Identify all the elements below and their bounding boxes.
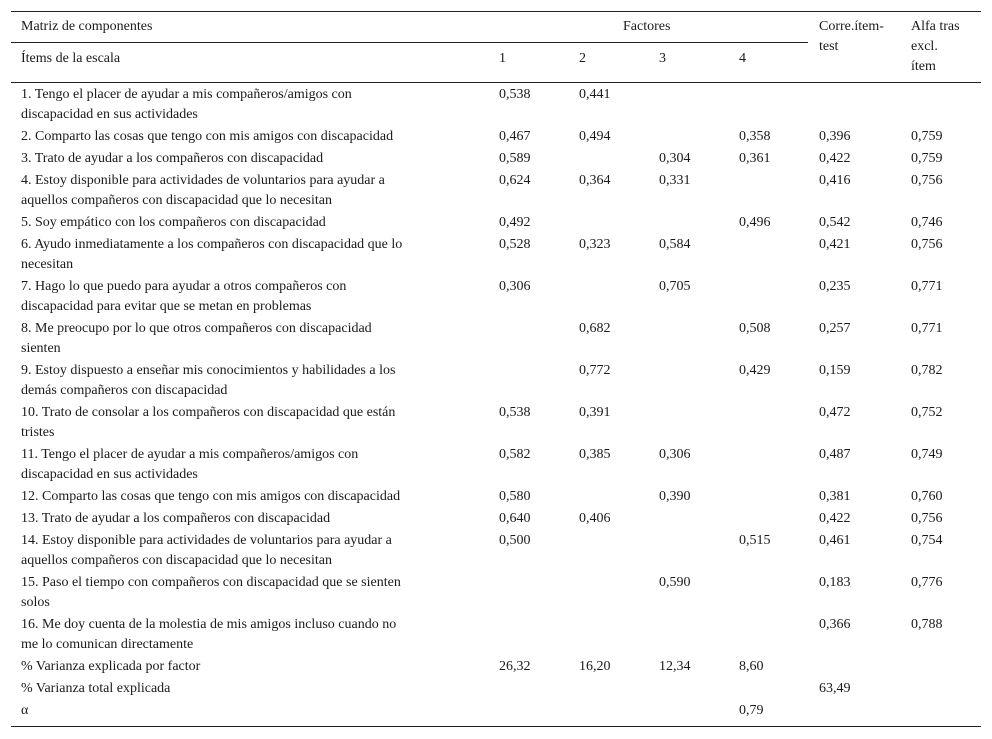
- cell-alpha: 0,776: [911, 575, 943, 590]
- cell-f2: 16,20: [579, 659, 611, 674]
- corr-label-line1: Corre.ítem-: [819, 19, 884, 34]
- cell-f2: 0,391: [579, 405, 611, 420]
- cell-alpha: 0,754: [911, 533, 943, 548]
- table-row: [11, 403, 981, 445]
- cell-alpha: 0,771: [911, 279, 943, 294]
- cell-f1: 0,306: [499, 279, 531, 294]
- table-row: [11, 213, 981, 234]
- cell-f3: 0,390: [659, 489, 691, 504]
- item-text-continued: tristes: [21, 425, 55, 440]
- cell-f1: 0,640: [499, 511, 531, 526]
- cell-alpha: 0,760: [911, 489, 943, 504]
- cell-f4: 0,508: [739, 321, 771, 336]
- cell-f2: 0,494: [579, 129, 611, 144]
- item-text: 11. Tengo el placer de ayudar a mis compañeros/amigos con: [21, 447, 359, 462]
- table-row: [11, 615, 981, 657]
- item-text-continued: discapacidad en sus actividades: [21, 467, 198, 482]
- cell-f2: 0,385: [579, 447, 611, 462]
- cell-f1: 0,492: [499, 215, 531, 230]
- items-label: Ítems de la escala: [21, 51, 121, 66]
- item-text: 10. Trato de consolar a los compañeros con discapacidad que están: [21, 405, 396, 420]
- cell-f4: 0,496: [739, 215, 771, 230]
- table-row: [11, 235, 981, 277]
- cell-f4: 0,429: [739, 363, 771, 378]
- cell-f1: 26,32: [499, 659, 531, 674]
- cell-corr: 0,422: [819, 511, 851, 526]
- factor-1-header: 1: [499, 51, 506, 66]
- cell-f4: 0,361: [739, 151, 771, 166]
- cell-f3: 0,331: [659, 173, 691, 188]
- cell-alpha: 0,759: [911, 129, 943, 144]
- cell-corr: 0,235: [819, 279, 851, 294]
- cell-corr: 63,49: [819, 681, 851, 696]
- cell-f2: 0,406: [579, 511, 611, 526]
- table-row: [11, 657, 981, 678]
- item-text-continued: solos: [21, 595, 50, 610]
- cell-corr: 0,416: [819, 173, 851, 188]
- table-row: [11, 679, 981, 700]
- item-text: 13. Trato de ayudar a los compañeros con discapacidad: [21, 511, 331, 526]
- top-rule: [11, 11, 981, 12]
- item-text: 14. Estoy disponible para actividades de voluntarios para ayudar a: [21, 533, 392, 548]
- cell-alpha: 0,749: [911, 447, 943, 462]
- cell-alpha: 0,759: [911, 151, 943, 166]
- cell-f2: 0,772: [579, 363, 611, 378]
- cell-f1: 0,624: [499, 173, 531, 188]
- table-row: [11, 85, 981, 127]
- factor-4-header: 4: [739, 51, 746, 66]
- table-row: [11, 509, 981, 530]
- item-text: 2. Comparto las cosas que tengo con mis amigos con discapacidad: [21, 129, 394, 144]
- cell-f3: 0,304: [659, 151, 691, 166]
- cell-f1: 0,500: [499, 533, 531, 548]
- cell-corr: 0,461: [819, 533, 851, 548]
- corr-label-line2: test: [819, 39, 839, 54]
- cell-alpha: 0,756: [911, 511, 943, 526]
- table-row: [11, 487, 981, 508]
- cell-f1: 0,467: [499, 129, 531, 144]
- alpha-label-line3: ítem: [911, 59, 936, 74]
- cell-f4: 8,60: [739, 659, 764, 674]
- header-bottom-rule: [11, 82, 981, 83]
- cell-f1: 0,582: [499, 447, 531, 462]
- table-row: [11, 171, 981, 213]
- matrix-label: Matriz de componentes: [21, 19, 153, 34]
- cell-alpha: 0,771: [911, 321, 943, 336]
- table-row: [11, 573, 981, 615]
- table-row: [11, 701, 981, 722]
- cell-f1: 0,580: [499, 489, 531, 504]
- cell-f3: 0,584: [659, 237, 691, 252]
- item-text: 15. Paso el tiempo con compañeros con discapacidad que se sienten: [21, 575, 401, 590]
- cell-corr: 0,183: [819, 575, 851, 590]
- cell-corr: 0,422: [819, 151, 851, 166]
- cell-corr: 0,159: [819, 363, 851, 378]
- table-row: [11, 531, 981, 573]
- item-text-continued: aquellos compañeros con discapacidad que lo necesitan: [21, 553, 332, 568]
- item-text: % Varianza total explicada: [21, 681, 171, 696]
- cell-f3: 12,34: [659, 659, 691, 674]
- cell-f2: 0,441: [579, 87, 611, 102]
- cell-f1: 0,589: [499, 151, 531, 166]
- item-text-continued: discapacidad para evitar que se metan en problemas: [21, 299, 312, 314]
- cell-f2: 0,323: [579, 237, 611, 252]
- cell-f4: 0,79: [739, 703, 764, 718]
- table-row: [11, 149, 981, 170]
- table-row: [11, 445, 981, 487]
- table-row: [11, 361, 981, 403]
- item-text: 1. Tengo el placer de ayudar a mis compañeros/amigos con: [21, 87, 352, 102]
- alpha-label-line1: Alfa tras: [911, 19, 960, 34]
- item-text-continued: demás compañeros con discapacidad: [21, 383, 228, 398]
- cell-f4: 0,515: [739, 533, 771, 548]
- cell-alpha: 0,756: [911, 173, 943, 188]
- cell-corr: 0,542: [819, 215, 851, 230]
- factor-2-header: 2: [579, 51, 586, 66]
- item-text-continued: necesitan: [21, 257, 74, 272]
- bottom-rule: [11, 726, 981, 727]
- cell-corr: 0,487: [819, 447, 851, 462]
- item-text: 7. Hago lo que puedo para ayudar a otros compañeros con: [21, 279, 347, 294]
- item-text-continued: discapacidad en sus actividades: [21, 107, 198, 122]
- alpha-label-line2: excl.: [911, 39, 938, 54]
- cell-f1: 0,528: [499, 237, 531, 252]
- cell-corr: 0,396: [819, 129, 851, 144]
- cell-f3: 0,590: [659, 575, 691, 590]
- cell-corr: 0,366: [819, 617, 851, 632]
- cell-alpha: 0,756: [911, 237, 943, 252]
- factor-3-header: 3: [659, 51, 666, 66]
- item-text: 5. Soy empático con los compañeros con discapacidad: [21, 215, 326, 230]
- item-text: 16. Me doy cuenta de la molestia de mis amigos incluso cuando no: [21, 617, 397, 632]
- cell-f2: 0,364: [579, 173, 611, 188]
- cell-f3: 0,306: [659, 447, 691, 462]
- item-text-continued: aquellos compañeros con discapacidad que lo necesitan: [21, 193, 332, 208]
- item-text-continued: sienten: [21, 341, 61, 356]
- cell-alpha: 0,746: [911, 215, 943, 230]
- cell-alpha: 0,788: [911, 617, 943, 632]
- cell-corr: 0,381: [819, 489, 851, 504]
- factors-underline: [11, 42, 808, 43]
- cell-f4: 0,358: [739, 129, 771, 144]
- table-row: [11, 277, 981, 319]
- table-row: [11, 319, 981, 361]
- cell-alpha: 0,782: [911, 363, 943, 378]
- item-text: α: [21, 703, 29, 718]
- factors-label: Factores: [623, 19, 671, 34]
- cell-f1: 0,538: [499, 405, 531, 420]
- item-text-continued: me lo comunican directamente: [21, 637, 194, 652]
- cell-alpha: 0,752: [911, 405, 943, 420]
- item-text: 4. Estoy disponible para actividades de voluntarios para ayudar a: [21, 173, 385, 188]
- cell-corr: 0,421: [819, 237, 851, 252]
- cell-f3: 0,705: [659, 279, 691, 294]
- item-text: 9. Estoy dispuesto a enseñar mis conocimientos y habilidades a los: [21, 363, 396, 378]
- item-text: 3. Trato de ayudar a los compañeros con discapacidad: [21, 151, 324, 166]
- item-text: 6. Ayudo inmediatamente a los compañeros con discapacidad que lo: [21, 237, 403, 252]
- table-row: [11, 127, 981, 148]
- item-text: % Varianza explicada por factor: [21, 659, 201, 674]
- item-text: 8. Me preocupo por lo que otros compañeros con discapacidad: [21, 321, 372, 336]
- cell-f2: 0,682: [579, 321, 611, 336]
- item-text: 12. Comparto las cosas que tengo con mis amigos con discapacidad: [21, 489, 401, 504]
- cell-f1: 0,538: [499, 87, 531, 102]
- cell-corr: 0,257: [819, 321, 851, 336]
- cell-corr: 0,472: [819, 405, 851, 420]
